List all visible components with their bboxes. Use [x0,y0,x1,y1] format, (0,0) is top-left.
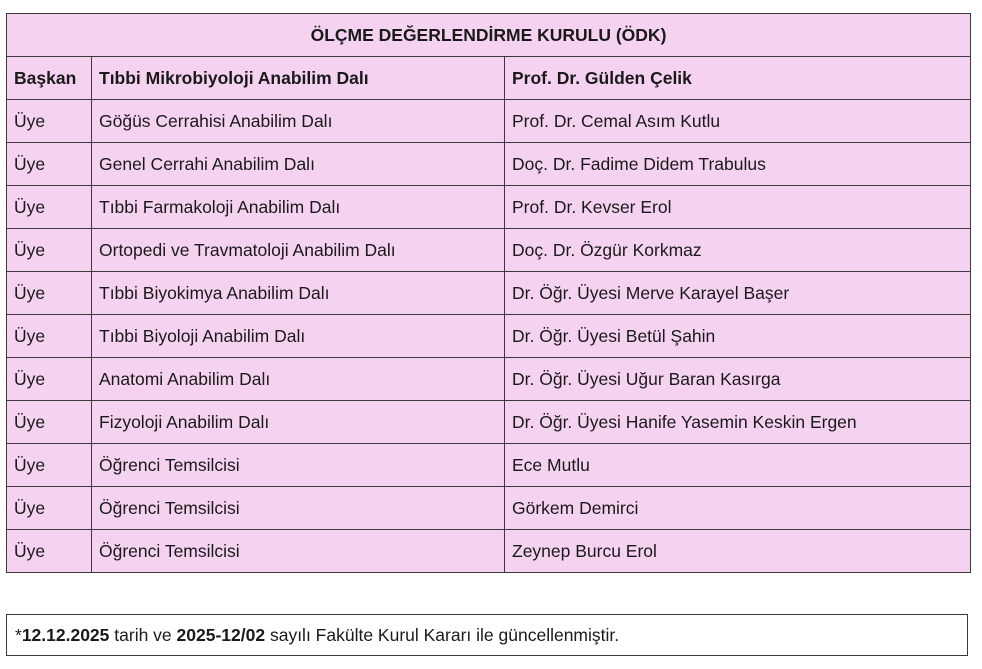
member-person: Dr. Öğr. Üyesi Merve Karayel Başer [505,272,971,315]
member-department: Tıbbi Biyoloji Anabilim Dalı [92,315,505,358]
member-department: Öğrenci Temsilcisi [92,487,505,530]
member-role: Üye [7,487,92,530]
table-title-row [7,14,971,57]
member-department: Genel Cerrahi Anabilim Dalı [92,143,505,186]
table-row [7,143,971,186]
member-person: Doç. Dr. Fadime Didem Trabulus [505,143,971,186]
member-department: Ortopedi ve Travmatoloji Anabilim Dalı [92,229,505,272]
member-person: Prof. Dr. Cemal Asım Kutlu [505,100,971,143]
member-person: Prof. Dr. Kevser Erol [505,186,971,229]
member-role: Üye [7,272,92,315]
member-role: Üye [7,358,92,401]
committee-table [6,13,971,573]
table-row [7,186,971,229]
note-decision-number: 2025-12/02 [176,624,266,645]
member-role: Üye [7,401,92,444]
table-body [7,57,971,573]
table-row [7,100,971,143]
table-row [7,229,971,272]
member-person: Görkem Demirci [505,487,971,530]
chair-department: Tıbbi Mikrobiyoloji Anabilim Dalı [92,57,505,100]
table-row [7,530,971,573]
member-role: Üye [7,315,92,358]
member-department: Anatomi Anabilim Dalı [92,358,505,401]
member-department: Göğüs Cerrahisi Anabilim Dalı [92,100,505,143]
member-role: Üye [7,530,92,573]
member-role: Üye [7,444,92,487]
table-row [7,401,971,444]
member-role: Üye [7,229,92,272]
member-person: Dr. Öğr. Üyesi Betül Şahin [505,315,971,358]
table-row [7,358,971,401]
table-row [7,315,971,358]
member-department: Öğrenci Temsilcisi [92,530,505,573]
note-text-1: tarih ve [109,624,177,645]
note-asterisk: * [15,624,22,645]
note-date: 12.12.2025 [21,624,110,645]
member-department: Tıbbi Biyokimya Anabilim Dalı [92,272,505,315]
member-person: Dr. Öğr. Üyesi Uğur Baran Kasırga [505,358,971,401]
note-text-2: sayılı Fakülte Kurul Kararı ile güncellenmiştir. [265,624,620,645]
member-person: Dr. Öğr. Üyesi Hanife Yasemin Keskin Ergen [505,401,971,444]
table-row [7,272,971,315]
update-note [6,614,968,656]
member-person: Zeynep Burcu Erol [505,530,971,573]
table-title: ÖLÇME DEĞERLENDİRME KURULU (ÖDK) [7,14,971,57]
chair-row [7,57,971,100]
member-department: Öğrenci Temsilcisi [92,444,505,487]
member-role: Üye [7,186,92,229]
table-row [7,487,971,530]
member-department: Tıbbi Farmakoloji Anabilim Dalı [92,186,505,229]
member-role: Üye [7,143,92,186]
chair-role: Başkan [7,57,92,100]
table-row [7,444,971,487]
chair-person: Prof. Dr. Gülden Çelik [505,57,971,100]
member-role: Üye [7,100,92,143]
member-person: Doç. Dr. Özgür Korkmaz [505,229,971,272]
member-person: Ece Mutlu [505,444,971,487]
member-department: Fizyoloji Anabilim Dalı [92,401,505,444]
committee-table-container [6,13,970,573]
